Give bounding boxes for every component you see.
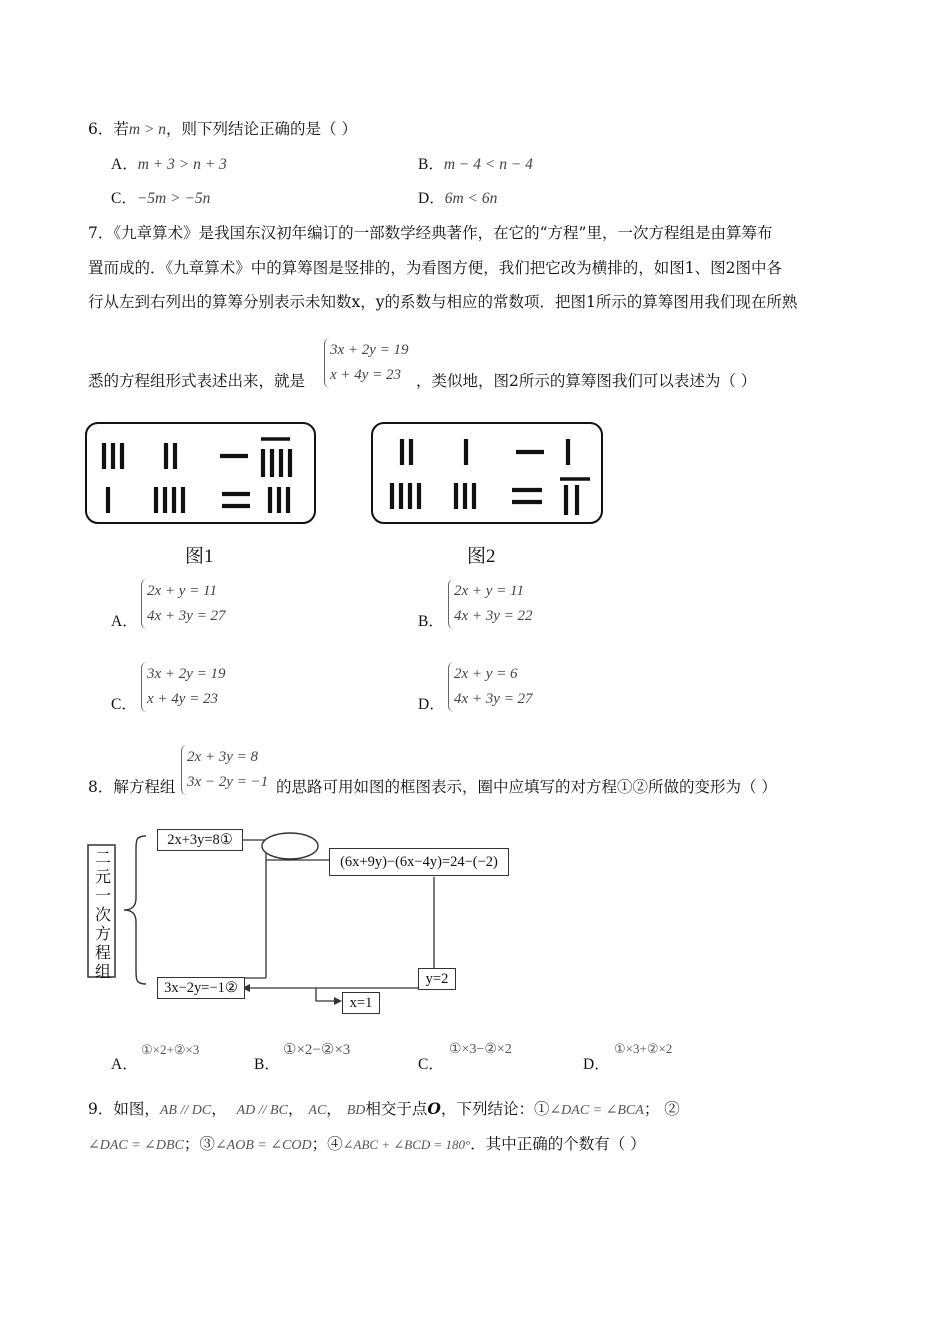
q7-line-3: 行从左到右列出的算筹分别表示未知数x，y的系数与相应的常数项．把图1所示的算筹图用我们现在所熟 <box>88 293 798 311</box>
q8-option-c-text: ①×3−②×2 <box>449 1042 512 1057</box>
q8-option-b-text: ①×2−②×3 <box>283 1042 351 1058</box>
q9-line-2: ∠DAC = ∠DBC；③∠AOB = ∠COD；④∠ABC + ∠BCD = 180°．其中正确的个数有（ ） <box>88 1135 646 1153</box>
q7-line-1: 7．《九章算术》是我国东汉初年编订的一部数学经典著作，在它的“方程”里，一次方程组是由算筹布 <box>88 224 773 242</box>
counting-rod-figures <box>80 415 620 535</box>
q7-option-c-system[interactable]: 3x + 2y = 19 x + 4y = 23 <box>141 662 226 712</box>
operation-circle <box>262 833 318 859</box>
q7-option-b-label[interactable]: B． <box>418 613 444 630</box>
q7-option-d-label[interactable]: D． <box>418 696 445 713</box>
q6-stem: 6．若m > n，则下列结论正确的是（ ） <box>88 120 357 138</box>
q6-option-b[interactable]: B．m − 4 < n − 4 <box>418 156 533 173</box>
q7-line-2: 置而成的．《九章算术》中的算筹图是竖排的，为看图方便，我们把它改为横排的，如图1、图2图中各 <box>88 259 782 277</box>
figure-2-caption: 图2 <box>467 546 496 567</box>
q7-option-c-label[interactable]: C． <box>111 696 137 713</box>
q7-line-4-post: ，类似地，图2所示的算筹图我们可以表述为（ ） <box>416 372 757 390</box>
q8-system: 2x + 3y = 8 3x − 2y = −1 <box>181 745 268 795</box>
diagram-y-box: y=2 <box>418 968 456 990</box>
diagram-vertical-label: 二元一次方程组 <box>94 848 111 981</box>
q6-option-a[interactable]: A．m + 3 > n + 3 <box>111 156 227 173</box>
diagram-x-box: x=1 <box>342 992 380 1014</box>
q7-option-d-system[interactable]: 2x + y = 6 4x + 3y = 27 <box>448 662 533 712</box>
figure-1-caption: 图1 <box>185 546 214 567</box>
q6-stem-math: m > n <box>128 121 167 138</box>
q7-option-b-system[interactable]: 2x + y = 11 4x + 3y = 22 <box>448 579 533 629</box>
q6-option-c[interactable]: C．−5m > −5n <box>111 190 211 207</box>
q7-example-system: 3x + 2y = 19 x + 4y = 23 <box>324 338 409 388</box>
q8-option-a-text: ①×2+②×3 <box>141 1042 200 1057</box>
q8-stem-pre: 8．解方程组 <box>88 778 176 796</box>
q9-line-1: 9．如图，AB // DC， AD // BC， AC， BD相交于点O，下列结论：①∠DAC = ∠BCA； ② <box>88 1099 680 1118</box>
figure-2 <box>372 423 602 523</box>
q8-option-a[interactable]: A． <box>111 1056 138 1073</box>
figure-1 <box>86 423 315 523</box>
q7-option-a-label[interactable]: A． <box>111 613 138 630</box>
diagram-combined-box: (6x+9y)−(6x−4y)=24−(−2) <box>329 848 509 876</box>
q8-option-c[interactable]: C． <box>418 1056 444 1073</box>
q8-option-b[interactable]: B． <box>254 1056 280 1073</box>
q6-option-d[interactable]: D．6m < 6n <box>418 190 498 207</box>
q7-line-4-pre: 悉的方程组形式表述出来，就是 <box>88 372 306 390</box>
diagram-brace <box>124 836 146 984</box>
q8-option-d-text: ①×3+②×2 <box>614 1041 673 1056</box>
q8-stem-post: 的思路可用如图的框图表示，圈中应填写的对方程①②所做的变形为（ ） <box>276 778 777 796</box>
arrow-to-x <box>316 988 334 1001</box>
q7-option-a-system[interactable]: 2x + y = 11 4x + 3y = 27 <box>141 579 226 629</box>
diagram-eq2-box: 3x−2y=−1② <box>157 977 245 999</box>
diagram-eq1-box: 2x+3y=8① <box>157 829 243 851</box>
q8-option-d[interactable]: D． <box>583 1056 610 1073</box>
